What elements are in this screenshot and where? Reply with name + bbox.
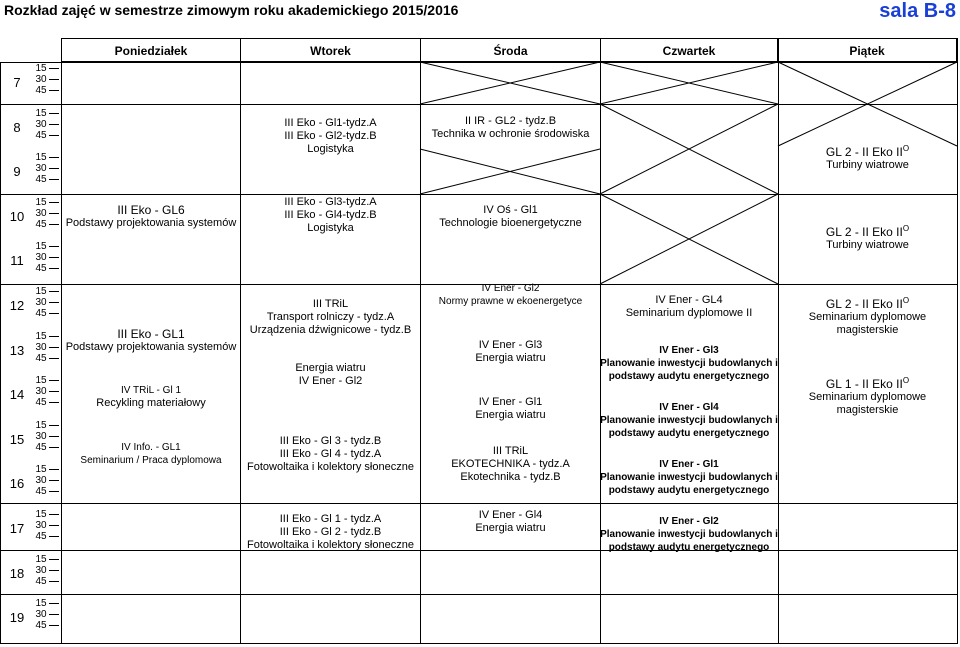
minute-label: 45 — [35, 441, 47, 453]
minute-label: 45 — [35, 85, 47, 96]
day-header-monday: Poniedziałek — [61, 38, 241, 62]
minute-label: 45 — [35, 486, 47, 498]
minute-label: 30 — [35, 564, 47, 576]
tuesday-class-1: III Eko - Gl1-tydz.A III Eko - Gl2-tydz.B Logistyka — [284, 117, 377, 155]
minute-label: 45 — [35, 218, 47, 230]
tuesday-class-4: Energia wiatru IV Ener - Gl2 — [295, 362, 366, 387]
tuesday-class-6: III Eko - Gl 1 - tydz.A III Eko - Gl 2 - tydz.B Fotowoltaika i kolektory słoneczne — [247, 513, 414, 551]
minute-label: 30 — [35, 118, 47, 130]
minute-label: 45 — [35, 531, 47, 542]
minute-label: 15 — [35, 330, 47, 342]
minute-label: 15 — [35, 419, 47, 431]
minute-label: 15 — [35, 553, 47, 565]
hour-label: 7 — [13, 75, 21, 90]
wednesday-class-2: IV Oś - Gl1 Technologie bioenergetyczne — [439, 204, 582, 229]
minute-label: 30 — [35, 341, 47, 353]
minute-label: 45 — [35, 129, 47, 141]
page-title: Rozkład zajęć w semestrze zimowym roku akademickiego 2015/2016 — [4, 2, 459, 18]
hour-label: 18 — [9, 565, 25, 581]
minute-label: 30 — [35, 430, 47, 442]
minute-label: 15 — [35, 598, 47, 610]
friday-class-3: GL 2 - II Eko $II^O$ Seminarium dyplomowe magisterskie — [808, 296, 927, 336]
room-label: sala B-8 — [879, 0, 956, 22]
hour-label: 10 — [9, 208, 25, 224]
minute-label: 30 — [35, 207, 47, 219]
minute-label: 15 — [35, 375, 47, 387]
minute-label: 15 — [35, 196, 47, 208]
minute-label: 15 — [35, 107, 47, 119]
hour-label: 12 — [9, 298, 25, 313]
minute-label: 45 — [35, 352, 47, 364]
thursday-class-1: IV Ener - GL4 Seminarium dyplomowe II — [625, 294, 753, 319]
minute-label: 15 — [35, 286, 47, 297]
minute-label: 45 — [35, 263, 47, 275]
hour-label: 17 — [9, 521, 25, 536]
friday-class-1: GL 2 - II Eko $II^O$ Turbiny wiatrowe — [825, 144, 910, 171]
thursday-class-2: IV Ener - Gl3 Planowanie inwestycji budowlanych i podstawy audytu energetycznego — [600, 345, 778, 382]
minute-label: 30 — [35, 475, 47, 487]
wednesday-class-3: IV Ener - Gl2 Normy prawne w ekoenergetyce — [438, 283, 583, 307]
hour-label: 9 — [13, 164, 21, 180]
monday-class-4: IV Info. - GL1 Seminarium / Praca dyplomowa — [80, 442, 222, 466]
hour-label: 14 — [9, 387, 25, 403]
hour-label: 13 — [9, 342, 25, 358]
minute-label: 45 — [35, 620, 47, 632]
day-header-wednesday: Środa — [420, 38, 601, 62]
wednesday-class-5: IV Ener - Gl1 Energia wiatru — [475, 396, 546, 421]
friday-class-2: GL 2 - II Eko $II^O$ Turbiny wiatrowe — [825, 224, 910, 251]
hour-label: 19 — [9, 610, 25, 626]
minute-label: 30 — [35, 609, 47, 621]
monday-class-1: III Eko - GL6 Podstawy projektowania systemów — [65, 203, 237, 229]
minute-label: 45 — [35, 308, 47, 319]
wednesday-class-7: IV Ener - Gl4 Energia wiatru — [475, 509, 546, 534]
monday-class-2: III Eko - GL1 Podstawy projektowania systemów — [65, 327, 237, 353]
minute-label: 15 — [35, 63, 47, 74]
day-header-thursday: Czwartek — [600, 38, 778, 62]
minute-label: 45 — [35, 397, 47, 409]
day-header-tuesday: Wtorek — [240, 38, 421, 62]
thursday-class-3: IV Ener - Gl4 Planowanie inwestycji budowlanych i podstawy audytu energetycznego — [600, 402, 778, 439]
friday-class-4: GL 1 - II Eko $II^O$ Seminarium dyplomowe magisterskie — [808, 376, 927, 416]
hour-label: 15 — [9, 431, 25, 447]
minute-label: 15 — [35, 464, 47, 476]
minute-label: 30 — [35, 74, 47, 85]
minute-label: 30 — [35, 386, 47, 398]
wednesday-class-1: II IR - GL2 - tydz.B Technika w ochronie środowiska — [431, 115, 590, 140]
tuesday-class-5: III Eko - Gl 3 - tydz.B III Eko - Gl 4 - tydz.A Fotowoltaika i kolektory słoneczne — [247, 435, 414, 473]
minute-label: 45 — [35, 174, 47, 186]
minute-label: 15 — [35, 241, 47, 253]
tuesday-class-2: III Eko - Gl3-tydz.A III Eko - Gl4-tydz.B Logistyka — [284, 196, 377, 234]
monday-class-3: IV TRiL - Gl 1 Recykling materiałowy — [96, 385, 206, 409]
minute-label: 30 — [35, 163, 47, 175]
hour-label: 11 — [10, 253, 24, 269]
minute-label: 15 — [35, 152, 47, 164]
day-header-friday: Piątek — [777, 38, 957, 62]
hour-label: 8 — [13, 119, 21, 135]
minute-label: 15 — [35, 509, 47, 520]
wednesday-class-4: IV Ener - Gl3 Energia wiatru — [475, 339, 546, 364]
tuesday-class-3: III TRiL Transport rolniczy - tydz.A Urządzenia dźwignicowe - tydz.B — [249, 298, 412, 336]
minute-label: 30 — [35, 520, 47, 531]
minute-label: 45 — [35, 575, 47, 587]
thursday-class-4: IV Ener - Gl1 Planowanie inwestycji budowlanych i podstawy audytu energetycznego — [600, 459, 778, 496]
hour-label: 16 — [9, 476, 25, 492]
thursday-class-5: IV Ener - Gl2 Planowanie inwestycji budowlanych i podstawy audytu energetycznego — [600, 516, 778, 553]
minute-label: 30 — [35, 297, 47, 308]
minute-label: 30 — [35, 252, 47, 264]
wednesday-class-6: III TRiL EKOTECHNIKA - tydz.A Ekotechnika - tydz.B — [451, 445, 570, 483]
